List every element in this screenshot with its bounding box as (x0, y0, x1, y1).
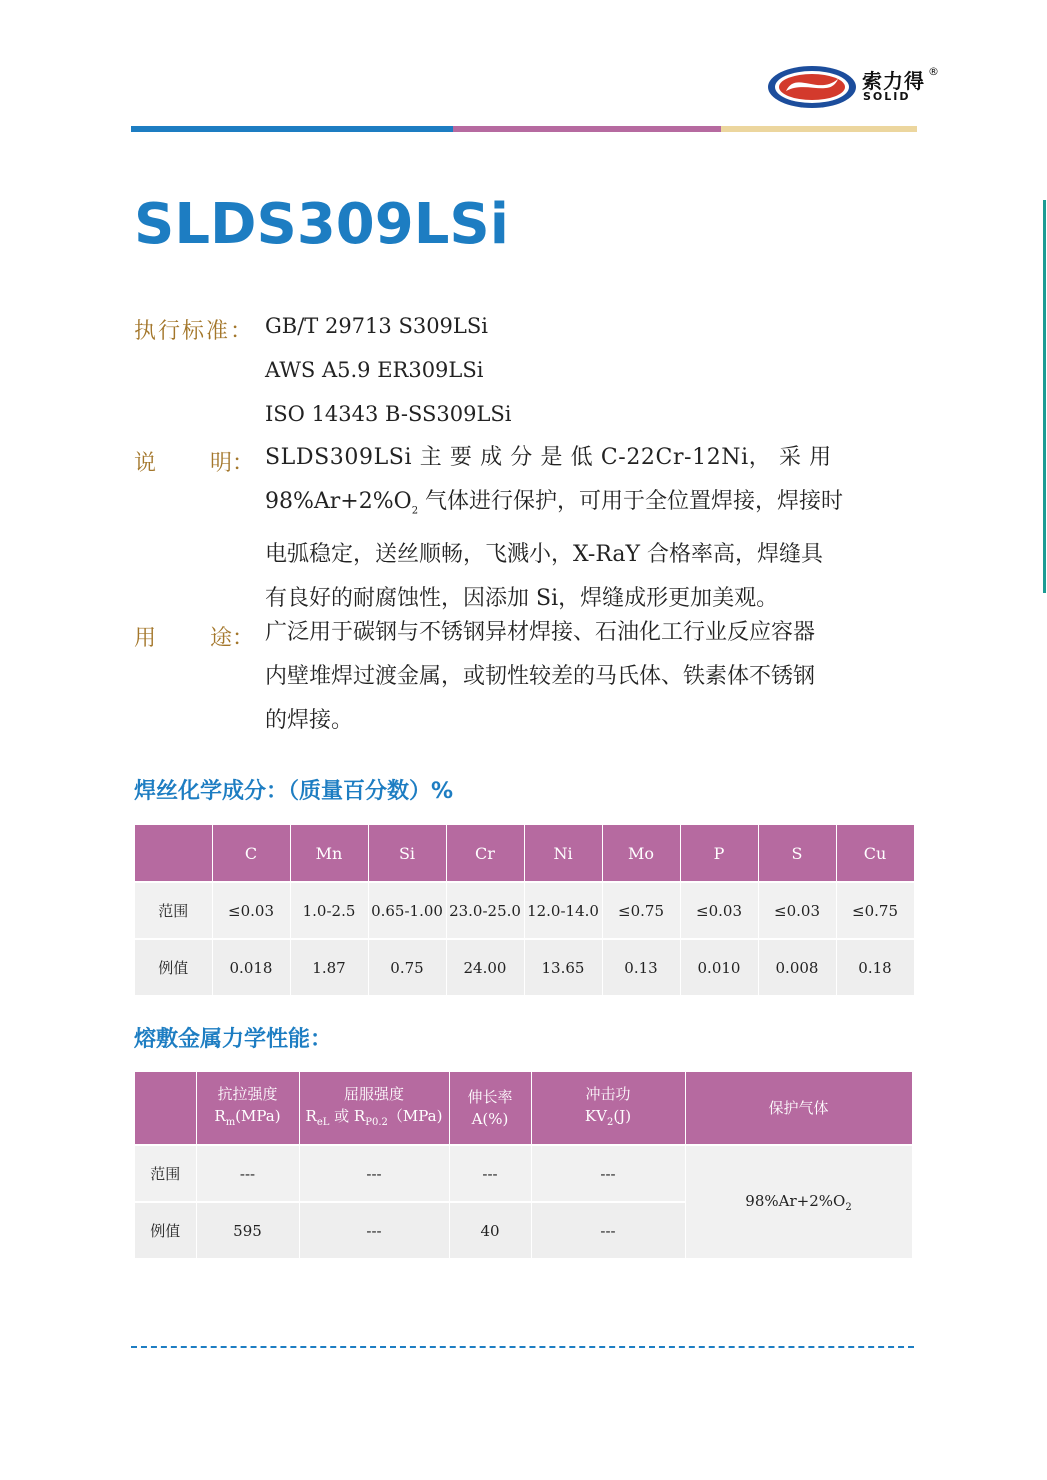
table-cell: --- (531, 1145, 685, 1202)
description-label-b: 明： (209, 451, 254, 476)
chem-header-cell: C (212, 825, 290, 882)
mech-header-impact (531, 1072, 685, 1145)
description-label-a: 说 (134, 451, 157, 476)
table-cell: 12.0-14.0 (524, 882, 602, 939)
table-cell: 40 (449, 1202, 531, 1258)
chem-header-cell: Si (368, 825, 446, 882)
chem-header-blank (135, 825, 212, 882)
table-cell: 0.010 (680, 939, 758, 995)
description-line-2 (265, 480, 913, 533)
description-line-1: SLDS309LSi 主 要 成 分 是 低 C-22Cr-12Ni， 采 用 (265, 445, 832, 470)
table-cell: ≤0.03 (680, 882, 758, 939)
table-cell: ≤0.75 (836, 882, 914, 939)
elongation-label: 伸长率 (467, 1088, 513, 1106)
yield-unit (301, 1105, 448, 1134)
table-cell: --- (531, 1202, 685, 1258)
impact-unit (533, 1105, 684, 1134)
footer-dashed-divider (131, 1346, 914, 1348)
tensile-label: 抗拉强度 (217, 1084, 278, 1103)
row-label: 范围 (135, 1145, 196, 1202)
logo-english-name: SOLID (863, 90, 911, 103)
description-line-3: 电弧稳定，送丝顺畅，飞溅小，X-RaY 合格率高，焊缝具 (265, 542, 824, 568)
row-label: 范围 (135, 882, 212, 939)
table-cell: 24.00 (446, 939, 524, 995)
tensile-unit (198, 1105, 298, 1134)
chem-header-cell: Mn (290, 825, 368, 882)
chem-header-cell: Cu (836, 825, 914, 882)
row-label: 例值 (135, 1202, 196, 1258)
tensile-sub: m (225, 1116, 236, 1128)
table-row (135, 882, 914, 939)
table-cell: 0.13 (602, 939, 680, 995)
mech-header-gas: 保护气体 (685, 1072, 912, 1145)
mech-properties-table (135, 1072, 913, 1258)
tensile-symbol: R (214, 1106, 226, 1125)
description-gas-sub: 2 (411, 505, 419, 517)
description-text (265, 436, 913, 621)
table-cell: --- (449, 1145, 531, 1202)
usage-text (265, 611, 913, 743)
yield-sub-1: eL (316, 1116, 330, 1128)
registered-mark: ® (928, 65, 939, 78)
mech-header-elongation (449, 1072, 531, 1145)
standard-iso: ISO 14343 B-SS309LSi (265, 402, 512, 426)
description-line-4: 有良好的耐腐蚀性，因添加 Si，焊缝成形更加美观。 (265, 586, 779, 612)
impact-label: 冲击功 (585, 1084, 631, 1103)
chem-composition-table (135, 825, 915, 995)
table-row (135, 939, 914, 995)
color-bar-purple (453, 126, 721, 132)
usage-line-1: 广泛用于碳钢与不锈钢异材焊接、石油化工行业反应容器 (265, 620, 816, 645)
mech-header-yield (299, 1072, 449, 1145)
impact-sub: 2 (606, 1116, 614, 1128)
table-cell: 13.65 (524, 939, 602, 995)
tensile-unit-text: (MPa) (235, 1106, 281, 1125)
description-line-2-rest: 气体进行保护，可用于全位置焊接，焊接时 (418, 489, 844, 514)
impact-unit-text: (J) (613, 1106, 632, 1125)
mech-section-heading: 熔敷金属力学性能： (134, 1027, 333, 1052)
table-cell: 23.0-25.0 (446, 882, 524, 939)
yield-sub-2: P0.2 (365, 1116, 388, 1128)
yield-symbol: R (305, 1106, 317, 1125)
yield-or: 或 R (329, 1106, 366, 1125)
standard-aws: AWS A5.9 ER309LSi (265, 358, 484, 382)
table-cell: 0.65-1.00 (368, 882, 446, 939)
table-cell: 1.87 (290, 939, 368, 995)
row-label: 例值 (135, 939, 212, 995)
mech-header-blank (135, 1072, 196, 1145)
chem-header-cell: Ni (524, 825, 602, 882)
usage-label-b: 途： (209, 626, 254, 651)
table-cell: ≤0.03 (212, 882, 290, 939)
gas-text: 98%Ar+2%O (745, 1191, 846, 1210)
impact-symbol: KV (584, 1106, 607, 1125)
table-cell: ≤0.75 (602, 882, 680, 939)
brand-logo (766, 62, 956, 112)
solid-logo-icon (766, 64, 858, 110)
chem-header-cell: Mo (602, 825, 680, 882)
usage-line-3: 的焊接。 (265, 708, 354, 733)
gas-sub: 2 (845, 1201, 852, 1213)
table-cell: 595 (196, 1202, 299, 1258)
chem-header-cell: Cr (446, 825, 524, 882)
table-cell: --- (299, 1202, 449, 1258)
table-cell: 0.75 (368, 939, 446, 995)
standard-gb: GB/T 29713 S309LSi (265, 314, 488, 338)
usage-line-2: 内壁堆焊过渡金属，或韧性较差的马氏体、铁素体不锈钢 (265, 664, 816, 689)
chem-header-cell: S (758, 825, 836, 882)
mech-header-tensile (196, 1072, 299, 1145)
table-cell: --- (196, 1145, 299, 1202)
table-cell: ≤0.03 (758, 882, 836, 939)
chem-header-row (135, 825, 914, 882)
table-cell: 0.008 (758, 939, 836, 995)
table-row (135, 1145, 912, 1202)
chem-section-heading: 焊丝化学成分：（质量百分数）% (134, 779, 454, 804)
mech-header-row (135, 1072, 912, 1145)
chem-header-cell: P (680, 825, 758, 882)
yield-label: 屈服强度 (343, 1084, 404, 1103)
standard-label: 执行标准： (134, 319, 255, 344)
table-cell: 0.18 (836, 939, 914, 995)
table-cell: 1.0-2.5 (290, 882, 368, 939)
shielding-gas-cell (685, 1145, 912, 1258)
usage-label (134, 621, 254, 652)
elongation-unit: A(%) (471, 1110, 509, 1128)
yield-unit-text: （MPa) (387, 1106, 443, 1125)
color-bar-gold (721, 126, 917, 132)
product-title: SLDS309LSi (134, 192, 509, 257)
table-cell: --- (299, 1145, 449, 1202)
description-gas-a: 98%Ar+2%O (265, 489, 412, 514)
usage-label-a: 用 (134, 626, 157, 651)
color-bar-blue (131, 126, 453, 132)
header-color-bar (131, 126, 917, 132)
side-accent-bar (1043, 200, 1046, 593)
table-cell: 0.018 (212, 939, 290, 995)
logo-chinese-name: 索力得 (862, 69, 925, 93)
description-label (134, 446, 254, 477)
